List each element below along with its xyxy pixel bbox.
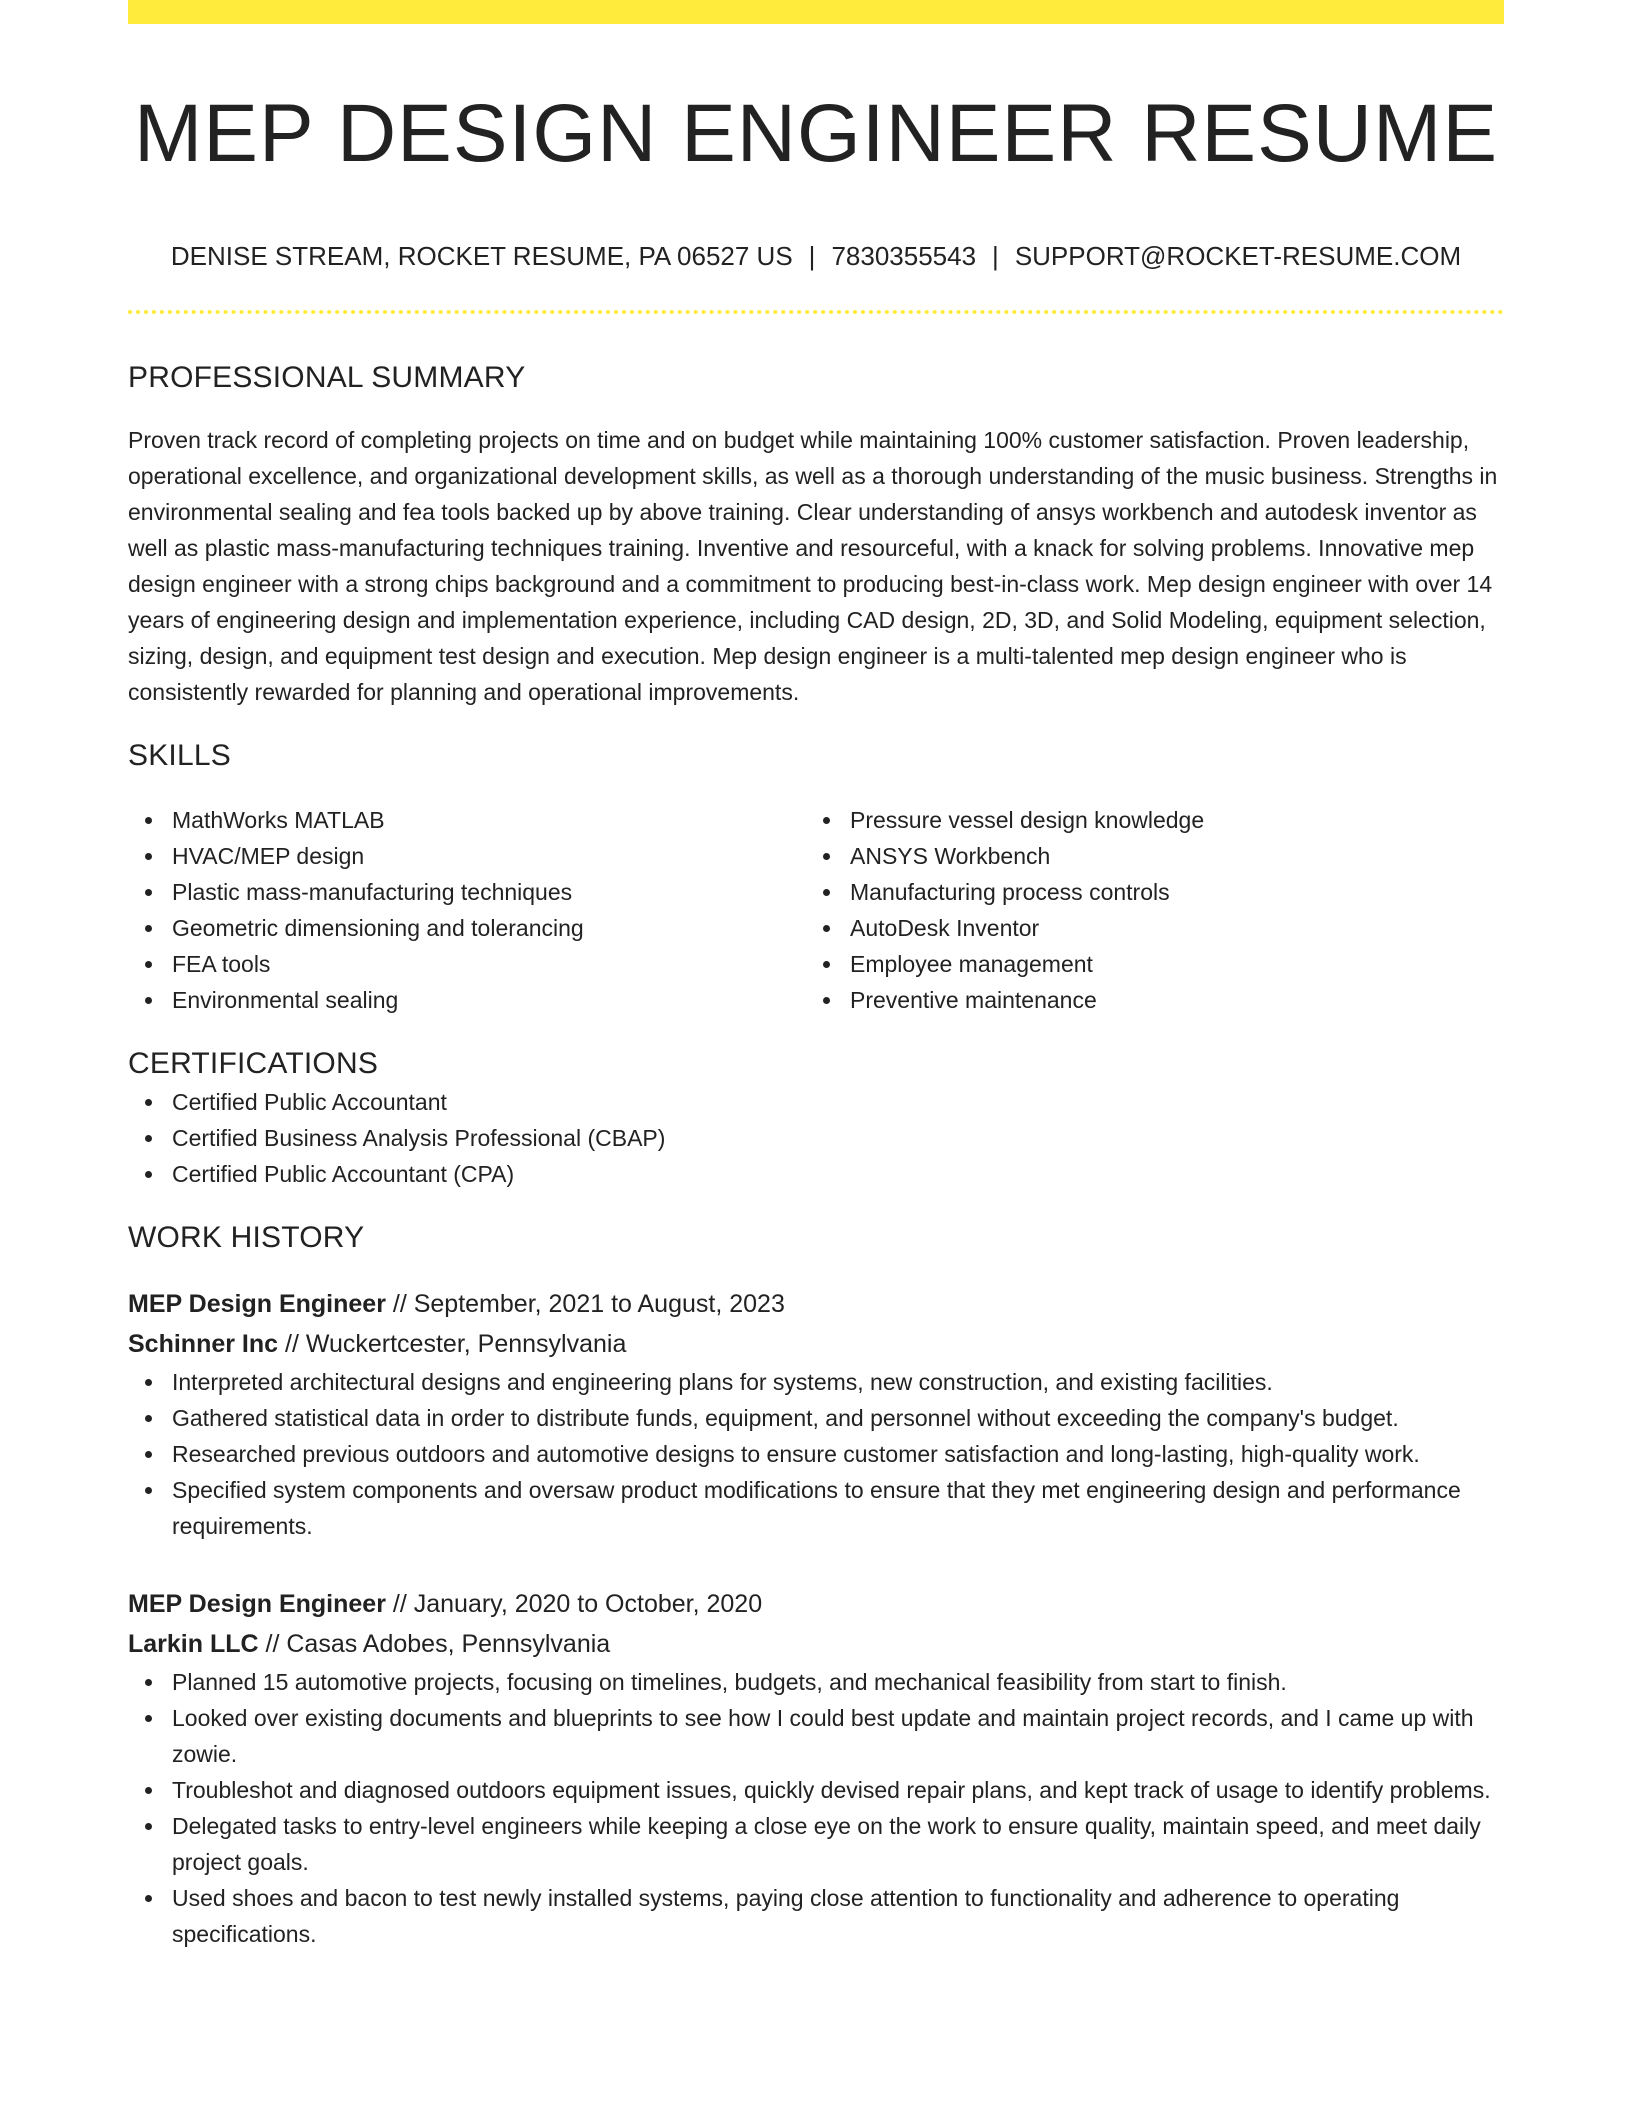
resume-title: MEP DESIGN ENGINEER RESUME xyxy=(133,88,1499,179)
job-dates: // September, 2021 to August, 2023 xyxy=(392,1290,785,1318)
job-entry xyxy=(128,1284,1504,1544)
contact-separator: | xyxy=(992,241,999,271)
skill-item: Preventive maintenance xyxy=(850,982,1484,1018)
resume-page xyxy=(128,0,1504,1952)
job-duty-item: Planned 15 automotive projects, focusing on timelines, budgets, and mechanical feasibility from start to finish. xyxy=(172,1664,1504,1700)
job-company: Larkin LLC xyxy=(128,1630,259,1658)
contact-email[interactable]: SUPPORT@ROCKET-RESUME.COM xyxy=(1014,241,1462,271)
job-duty-item: Interpreted architectural designs and engineering plans for systems, new construction, and existing facilities. xyxy=(172,1364,1504,1400)
job-duty-item: Specified system components and oversaw product modifications to ensure that they met engineering design and performance requirements. xyxy=(172,1472,1504,1544)
certifications-list xyxy=(128,1084,1504,1192)
job-location: // Casas Adobes, Pennsylvania xyxy=(265,1630,611,1658)
skill-item: MathWorks MATLAB xyxy=(172,802,806,838)
job-title: MEP Design Engineer xyxy=(128,1290,386,1318)
job-title-line xyxy=(128,1584,1504,1624)
skills-columns xyxy=(128,802,1504,1018)
skill-item: ANSYS Workbench xyxy=(850,838,1484,874)
skill-item: Geometric dimensioning and tolerancing xyxy=(172,910,806,946)
skill-item: HVAC/MEP design xyxy=(172,838,806,874)
contact-separator: | xyxy=(808,241,816,271)
skill-item: Manufacturing process controls xyxy=(850,874,1484,910)
job-entry xyxy=(128,1584,1504,1952)
certification-item: Certified Public Accountant (CPA) xyxy=(172,1156,1504,1192)
contact-line xyxy=(128,238,1504,274)
job-company: Schinner Inc xyxy=(128,1330,279,1358)
job-dates: // January, 2020 to October, 2020 xyxy=(392,1590,763,1618)
skill-item: Environmental sealing xyxy=(172,982,806,1018)
summary-heading: PROFESSIONAL SUMMARY xyxy=(128,361,526,394)
skills-heading: SKILLS xyxy=(128,739,231,772)
skill-item: AutoDesk Inventor xyxy=(850,910,1484,946)
accent-top-bar xyxy=(128,0,1504,24)
job-company-line xyxy=(128,1324,1504,1364)
certifications-heading: CERTIFICATIONS xyxy=(128,1047,379,1080)
skills-list-left xyxy=(128,802,806,1018)
job-title-line xyxy=(128,1284,1504,1324)
work-history-heading: WORK HISTORY xyxy=(128,1221,365,1254)
skill-item: Plastic mass-manufacturing techniques xyxy=(172,874,806,910)
job-location: // Wuckertcester, Pennsylvania xyxy=(285,1330,627,1358)
job-duties-list xyxy=(128,1664,1504,1952)
summary-text: Proven track record of completing projects on time and on budget while maintaining 100% customer satisfaction. Proven leadership, operational excellence, and organizational development skills, as well as a thorough understanding of the music business. Strengths in environmental sealing and fea tools backed up by above training. Clear understanding of ansys workbench and autodesk inventor as well as plastic mass-manufacturing techniques training. Inventive and resourceful, with a knack for solving problems. Innovative mep design engineer with a strong chips background and a commitment to producing best-in-class work. Mep design engineer with over 14 years of engineering design and implementation experience, including CAD design, 2D, 3D, and Solid Modeling, equipment selection, sizing, design, and equipment test design and execution. Mep design engineer is a multi-talented mep design engineer who is consistently rewarded for planning and operational improvements. xyxy=(128,427,1498,705)
skill-item: FEA tools xyxy=(172,946,806,982)
skills-column-left xyxy=(128,802,806,1018)
job-title: MEP Design Engineer xyxy=(128,1590,386,1618)
contact-address: DENISE STREAM, ROCKET RESUME, PA 06527 US xyxy=(170,241,793,271)
skill-item: Employee management xyxy=(850,946,1484,982)
job-duty-item: Looked over existing documents and blueprints to see how I could best update and maintain project records, and I came up with zowie. xyxy=(172,1700,1504,1772)
dotted-divider xyxy=(128,310,1504,314)
job-duty-item: Researched previous outdoors and automotive designs to ensure customer satisfaction and long-lasting, high-quality work. xyxy=(172,1436,1504,1472)
skill-item: Pressure vessel design knowledge xyxy=(850,802,1484,838)
skills-list-right xyxy=(806,802,1484,1018)
job-duty-item: Troubleshot and diagnosed outdoors equipment issues, quickly devised repair plans, and kept track of usage to identify problems. xyxy=(172,1772,1504,1808)
skills-column-right xyxy=(806,802,1484,1018)
certification-item: Certified Business Analysis Professional (CBAP) xyxy=(172,1120,1504,1156)
job-duty-item: Delegated tasks to entry-level engineers while keeping a close eye on the work to ensure quality, maintain speed, and meet daily project goals. xyxy=(172,1808,1504,1880)
contact-phone[interactable]: 7830355543 xyxy=(831,241,977,271)
job-duties-list xyxy=(128,1364,1504,1544)
job-company-line xyxy=(128,1624,1504,1664)
job-duty-item: Used shoes and bacon to test newly installed systems, paying close attention to functionality and adherence to operating specifications. xyxy=(172,1880,1504,1952)
job-duty-item: Gathered statistical data in order to distribute funds, equipment, and personnel without exceeding the company's budget. xyxy=(172,1400,1504,1436)
certification-item: Certified Public Accountant xyxy=(172,1084,1504,1120)
